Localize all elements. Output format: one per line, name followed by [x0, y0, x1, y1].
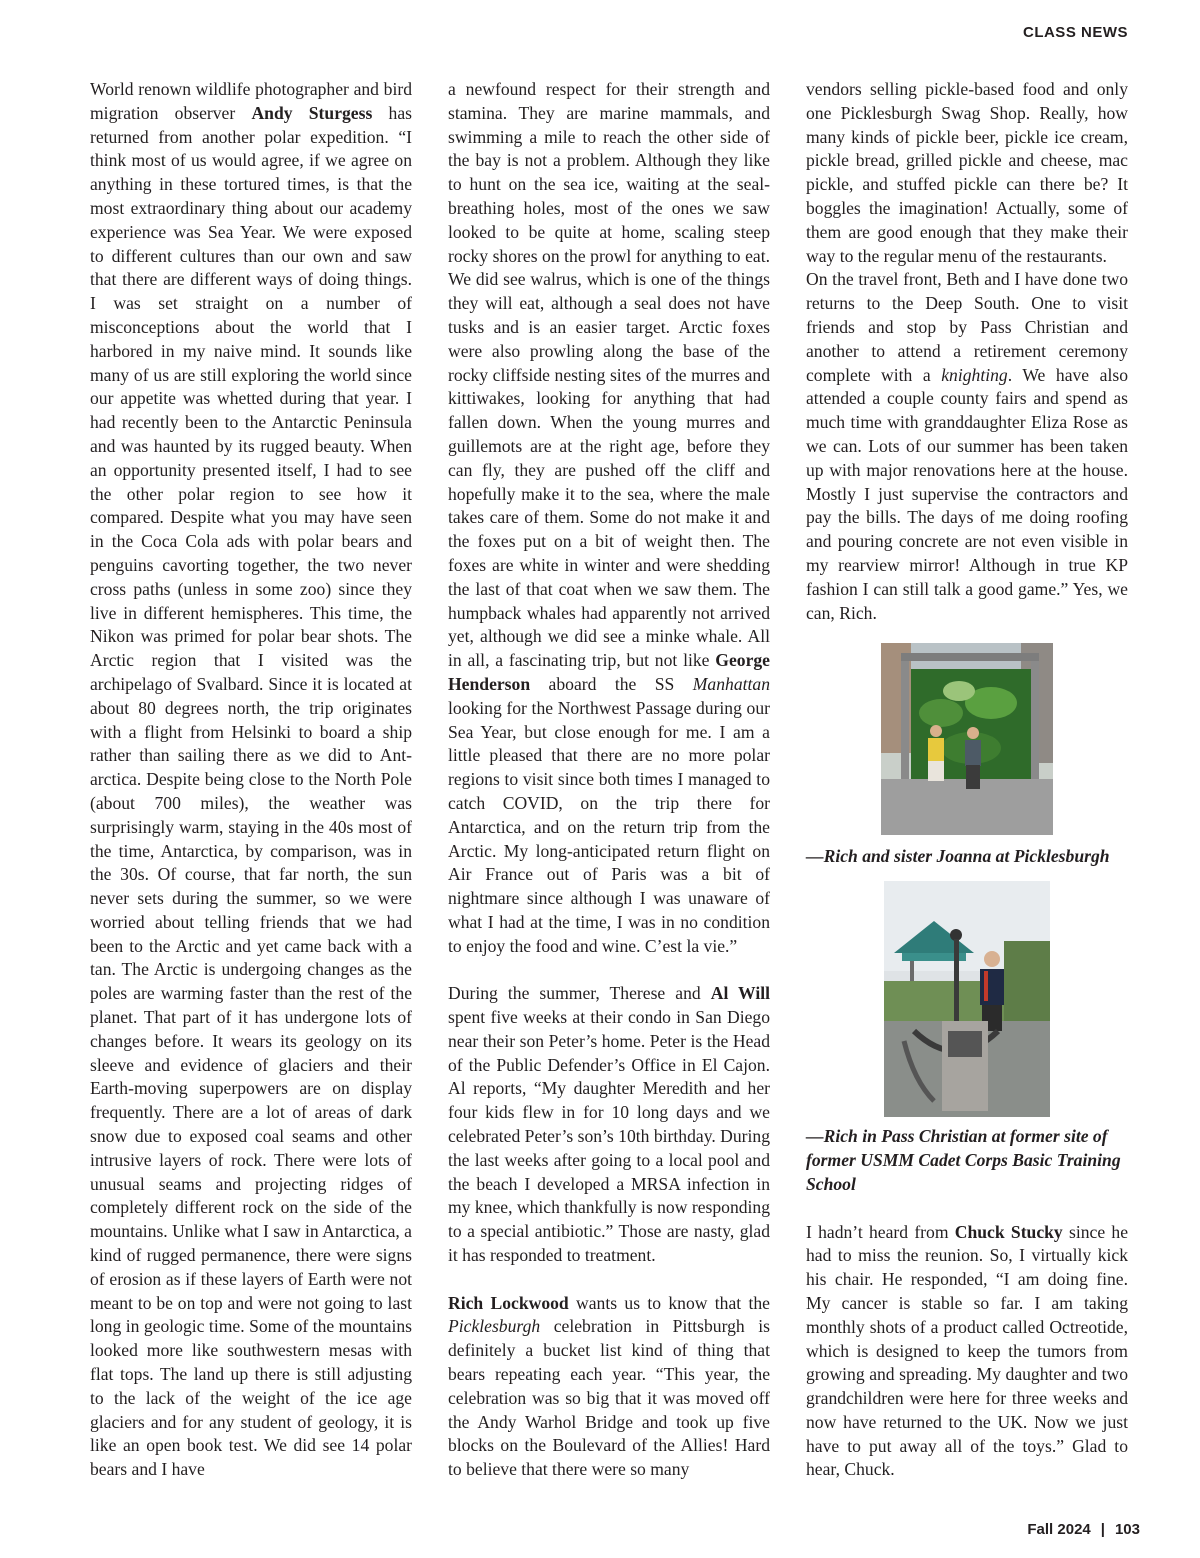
page-number: 103	[1114, 1521, 1140, 1538]
column-3	[806, 78, 1128, 1482]
event-name: Picklesburgh	[448, 1316, 541, 1337]
emphasis-word: knighting	[941, 364, 1008, 385]
ship-name: Manhattan	[692, 673, 770, 694]
chuck-stucky-paragraph: I hadn’t heard from Chuck Stucky since he had to miss the reunion. So, I virtually kick his chair. He responded, “I am doing fine. My cancer is stable so far. I am taking monthly shots of a product called Octreotide, which is designed to keep the tumors from growing and spreading. My daughter and two grandchildren were here for three weeks and now have returned to the UK. Now we just have to put away all of the toys.” Glad to hear, Chuck.	[806, 1221, 1128, 1480]
al-will-paragraph: During the summer, Therese and Al Will spent five weeks at their condo in San Diego near their son Peter’s home. Peter is the Head of the Public Defender’s Office in El Cajon. Al reports, “My daughter Meredith and her four kids flew in for 10 long days and we celebrated Peter’s son’s 10th birthday. During the last weeks after going to a local pool and the beach I developed a MRSA infection in my knee, which thankfully is now responding to a special antibiotic.” Those are nasty, glad it has responded to treatment.	[448, 983, 771, 1266]
person-name: Al Will	[710, 983, 770, 1004]
andy-sturgess-paragraph: World renown wildlife photographer and bird migration observer Andy Sturgess has returned from another polar expedition. “I think most of us would agree, if we agree on anything in these tortured times, is that the most extraordinary thing about our academy experience was Sea Year. We were exposed to different cultures than our own and saw that there are different ways of doing things. I was set straight on a number of misconceptions about the world that I harbored in my naive mind. It sounds like many of us are still exploring the world since our appetite was whetted during that year. I had recently been to the Antarctic Peninsula and was haunted by its rugged beauty. When an opportunity presented itself, I had to see the other polar region to see how it compared. Despite what you may have seen in the Coca Cola ads with polar bears and penguins cavorting together, the two never cross paths (unless in some zoo) since they live in different hemispheres. This time, the Nikon was primed for polar bear shots. The Arctic region that I visited was the archipelago of Svalbard. Since it is located at about 80 degrees north, the trip originates with a flight from Helsinki to board a ship rather than sailing there as we did to Antarctica. Despite being close to the North Pole (about 700 miles), the weather was surprisingly warm, staying in the 40s most of the time, Antarctica, by comparison, was in the 30s. Of course, that far north, the sun never sets during the summer, so we were worried about telling friends that we had been to the Arctic and yet came back with a tan. The Arctic is undergoing changes as the poles are warming faster than the rest of the planet. That part of it has undergone lots of changes before. It wears its geology on its sleeve and evidence of glaciers and their Earth-moving superpowers are on display frequently. There are a lot of areas of dark snow due to exposed coal seams and other intrusive layers of rock. There were lots of unusual seams and projecting ridges of completely different rock on the side of the mountains. Unlike what I saw in Antarctica, a kind of rugged permanence, there were signs of erosion as if these layers of Earth were not meant to be on top and were not going to last long in geologic time. Some of the mountains looked more like southwestern mesas with flat tops. The land up there is still adjusting to the lack of the weight of the ice age glaciers and for any student of geology, it is like an open book test. We did see 14 polar bears and I have	[90, 79, 412, 1480]
caption-picklesburgh: —Rich and sister Joanna at Picklesburgh	[806, 846, 1110, 867]
person-name: George Henderson	[448, 650, 770, 694]
footer-separator: |	[1100, 1521, 1105, 1538]
photo-pass-christian-image	[884, 881, 1050, 1117]
person-name: Rich Lockwood	[448, 1292, 569, 1313]
person-name: Chuck Stucky	[954, 1221, 1063, 1242]
page-footer	[1027, 1521, 1140, 1538]
photo-picklesburgh-image	[881, 643, 1053, 835]
travel-paragraph: On the travel front, Beth and I have done two returns to the Deep South. One to visit friends and stop by Pass Christian and another to attend a retirement ceremony complete with a knighting. We have also attended a couple county fairs and spend as much time with granddaughter Eliza Rose as we can. Lots of our summer has been taken up with major renovations here at the house. Mostly I just supervise the contractors and pay the bills. The days of me doing roofing and pouring concrete are not even visible in my rearview mirror! Although in true KP fashion I can still talk a good game.” Yes, we can, Rich.	[806, 269, 1128, 623]
issue-label: Fall 2024	[1027, 1521, 1091, 1538]
photo-pass-christian	[884, 881, 1050, 1117]
column-1	[90, 78, 412, 1482]
polar-trip-paragraph: a newfound respect for their strength and stamina. They are marine mammals, and swimming a mile to reach the other side of the bay is not a problem. Although they like to hunt on the sea ice, waiting at the seal-breathing holes, most of the ones we saw looked to be quite at home, scaling steep rocky shores on the prowl for anything to eat. We did see walrus, which is one of the things they will eat, although a seal does not have tusks and is an easier target. Arctic foxes were also prowling along the base of the rocky cliffside nesting sites of the murres and kittiwakes, looking for anything that had fallen down. When the young murres and guillemots are at the right age, before they can fly, they are pushed off the cliff and hopefully make it to the sea, where the male takes care of them. Some do not make it and the foxes put on a bit of weight then. The foxes are white in winter and were shedding the last of that coat when we saw them. The humpback whales had apparently not arrived yet, although we did see a minke whale. All in all, a fascinating trip, but not like George Henderson aboard the SS Manhattan looking for the Northwest Passage during our Sea Year, but close enough for me. I am a little pleased that there are no more polar regions to visit since both times I managed to catch COVID, on the trip there for Antarctica, and on the return trip from the Arctic. My long-anticipated return flight on Air France out of Paris was a bit of nightmare since although I was unaware of what I had at the time, I was in no condition to enjoy the food and wine. C’est la vie.”	[448, 79, 770, 956]
caption-pass-christian: —Rich in Pass Christian at former site of former USMM Cadet Corps Basic Training School	[806, 1126, 1121, 1194]
section-header: CLASS NEWS	[1022, 24, 1128, 41]
rich-lockwood-paragraph: Rich Lockwood wants us to know that the Picklesburgh celebration in Pittsburgh is definitely a bucket list kind of thing that bears repeating each year. “This year, the celebration was so big that it was moved off the Andy Warhol Bridge and took up five blocks on the Boulevard of the Allies! Hard to believe that there were so many	[448, 1292, 770, 1480]
person-name: Andy Sturgess	[251, 102, 373, 123]
picklesburgh-paragraph: vendors selling pickle-based food and only one Picklesburgh Swag Shop. Really, how many kinds of pickle beer, pickle ice cream, pickle bread, grilled pickle and cheese, mac pickle, and stuffed pickle can there be? It boggles the imagination! Actually, some of them are good enough that they make their way to the regular menu of the restaurants.	[806, 79, 1128, 266]
column-2	[448, 78, 770, 1482]
photo-picklesburgh	[881, 643, 1053, 835]
